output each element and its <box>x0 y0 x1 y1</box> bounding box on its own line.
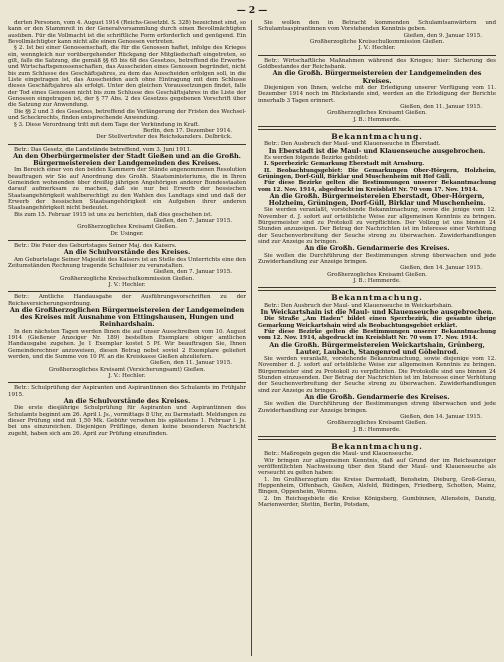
body-paragraph: Sie werden veranlaßt, vorstehende Bekanntmachung, sowie diejenige vom 12. November d. J. sofort auf ortsübliche Weise zur allgemeinen Kenntnis zu bringen. Bürgermeister sind zu Protokoll zu verpflichten. Die Protokolle sind uns binnen 24 Stunden einzusenden. Der Betrag der Nachrichten ist im Interesse einer Verhütung der Seuchenverbreitung der Seuche streng zu überwachen. Zuwiderhandlungen sind zur Anzeige zu bringen. <box>258 356 496 394</box>
bold-paragraph: Die Straße „Am Haden“ bildet einen Sperrbezirk, die gesamte übrige Gemarkung Weickartshain wird als Beobachtungsgebiet erklärt. <box>258 316 496 329</box>
dateline: Gießen, den 9. Januar 1915. <box>403 32 482 39</box>
right-column <box>258 20 496 660</box>
double-rule <box>258 287 496 291</box>
body-paragraph: In den nächsten Tagen werden Ihnen die auf unser Ausschreiben vom 10. August 1914 (Gießener Anzeiger Nr. 189) bestellten Exemplare obiger amtlichen Handausgabe zugehen. Je 1 Exemplar kostet 5 Pf. Wir beauftragen Sie, Ihnen Gemeinderechner anzuweisen, diesen Betrag nebst soviel 2 Exemplare geliefert werden, und die Summe von 10 Pf. an die Kreiskasse Gießen abzuliefern. <box>8 328 246 360</box>
body-paragraph: 2. Im Reichsgebiete die Kreise Königsberg, Gumbinnen, Allenstein, Danzig, Marienwerder, Stettin, Berlin, Potsdam, <box>258 495 496 509</box>
bold-paragraph: Für diese Bezirke gelten die Bestimmungen unserer Bekanntmachung vom 12. Nov. 1914, abgedruckt im Kreisblatt Nr. 70 vom 17. Nov. 1914. <box>258 180 496 193</box>
signature-line: Großherzogliches Kreisamt (Versicherungsamt) Gießen. <box>48 366 206 373</box>
announcement-heading: Bekanntmachung. <box>331 293 423 303</box>
addressee-heading: In Weickartshain ist die Maul- und Klauenseuche ausgebrochen. <box>260 308 494 317</box>
dateline: Gießen, den 14. Januar 1915. <box>400 265 482 272</box>
addressee-heading: An die Großh. Gendarmerie des Kreises. <box>304 393 450 402</box>
body-paragraph: Die §§ 2 und 3 des Gesetzes, betreffend die Verlängerung der Fristen des Wechsel- und Scheckrechts, finden entsprechende Anwendung. <box>8 108 246 122</box>
body-paragraph: 1. Im Großherzogtum die Kreise Darmstadt, Bensheim, Dieburg, Groß-Gerau, Heppenheim, Offenbach, Gießen, Alsfeld, Büdingen, Friedberg, Schotten, Mainz, Bingen, Oppenheim, Worms. <box>258 476 496 496</box>
signature-line: Großherzogliches Kreisamt Gießen. <box>327 271 427 278</box>
body-paragraph: Sie wollen die Durchführung der Bestimmungen streng überwachen und jede Zuwiderhandlung zur Anzeige bringen. <box>258 252 496 265</box>
body-paragraph: Betr.: Den Ausbruch der Maul- und Klauenseuche in Weickartshain. <box>264 302 453 309</box>
addressee-heading: An die Großh. Bürgermeistereien Weickartshain, Grünberg, Lauter, Laubach, Stangenrod und Göbelnrod. <box>269 340 485 356</box>
section-rule <box>258 55 496 56</box>
body-paragraph: Im Bereich einer von den beiden Kammern der Stände angenommenen Resolution beauftragen wir Sie auf Anordnung des Großh. Staatsministeriums, die in Ihren Gemeinden wohnenden über dreißig jährigen Angehörigen anderer Bundesstaaten darauf aufmerksam zu machen, daß sie nur bei Erwerb der hessischen Staatsangehörigkeit wahlberechtigt zu den Wahlen des Landtags sind und daß der Erwerb der hessischen Staatsangehörigkeit ein Aufgeben ihrer anderen Staatsangehörigkeit nicht bedeutet. <box>8 167 246 212</box>
announcement-heading: Bekanntmachung. <box>331 442 423 451</box>
body-paragraph: Betr.: Amtliche Handausgabe der Ausführungsvorschriften zu der Reichsversicherungsordnung. <box>8 294 246 307</box>
body-paragraph: Betr.: Den Ausbruch der Maul- und Klauenseuche in Eberstadt. <box>264 141 441 148</box>
signature-line: Dr. Usinger. <box>110 230 144 237</box>
bold-paragraph: I. Sperrbezirk: Gemarkung Eberstadt mit Arnsburg. <box>264 161 425 168</box>
body-paragraph: Betr.: Wirtschaftliche Maßnahmen während des Krieges; hier: Sicherung des Goldbestandes der Reichsbank. <box>258 57 496 71</box>
addressee-heading: An die Schulvorstände des Kreises. <box>63 248 191 257</box>
signature-line: Großherzogliche Kreisschulkommission Gießen. <box>59 275 195 282</box>
signature-line: J. B.: Hemmerde. <box>353 277 401 284</box>
section-rule <box>8 144 246 145</box>
signature-line: J. B.: Hemmerde. <box>353 116 401 123</box>
double-rule <box>258 436 496 440</box>
signature-line: Großherzogliches Kreisamt Gießen. <box>327 420 427 427</box>
section-rule <box>8 382 246 383</box>
signature-line: Großherzogliches Kreisamt Gießen. <box>327 110 427 117</box>
addressee-heading: An die Großh. Bürgermeistereien der Landgemeinden des Kreises. <box>272 69 482 85</box>
section-rule <box>8 240 246 241</box>
dateline: Berlin, den 17. Dezember 1914. <box>143 127 232 134</box>
body-paragraph: § 2. Ist bei einer Genossenschaft, die für die Genossen haftet, infolge des Krieges ein, wenngleich nur vorübergehender Rückgang der Mitgliedschaft eingetreten, so gilt, falls die Satzung, die gemäß §§ 65 bis 68 des Gesetzes, betreffend die Erwerbs- und Wirtschaftsgenossenschaften, das Ausscheiden eines Genossen begründet, nicht bis zum Schlusse des Geschäftsjahres, zu dem das Ausscheiden erfolgen soll, in die Liste eingetragen ist, das Ausscheiden auch ohne Eintragung mit dem Schlusse dieses Geschäftsjahres als erfolgt. Unter den gleichen Voraussetzungen findet, falls der Tod eines Genossen nicht bis zum Schlusse des Geschäftsjahres in die Liste der Genossen eingetragen ist, der § 77 Abs. 2 des Gesetzes gegebenen Vorschrift über die Satzung zur Anwendung. <box>8 45 246 109</box>
section-rule <box>8 291 246 292</box>
body-paragraph: Die erste diesjährige Schulprüfung für Aspiranten und Aspirantinnen des Schulamts beginnt am 26. April l. Js., vormittags 8 Uhr, zu Darmstadt. Meldungen zu dieser Prüfung sind mit 1,50 Mk. Gebühr versehen bis spätestens 1. Februar l. Js. bei uns einzureichen. Diejenigen Prüflinge, denen keine besonderen Nachricht zugeht, haben sich am 26. April zur Prüfung einzufinden. <box>8 405 246 437</box>
dateline: Gießen, den 14. Januar 1915. <box>400 413 482 420</box>
dateline: Der Stellvertreter des Reichskanzlers. Delbrück. <box>96 134 232 141</box>
body-paragraph: Sie wollen die Durchführung der Bestimmungen streng überwachen und jede Zuwiderhandlung zur Anzeige bringen. <box>258 401 496 414</box>
body-paragraph: Sie wollen den in Betracht kommenden Schulamtsanwärtern und Schulamtsaspirantinnen vom Vorstehenden Kenntnis geben. <box>258 20 496 33</box>
body-paragraph: Am Geburtstage Seiner Majestät des Kaisers ist an Stelle des Unterrichts eine den Zeitumständen Rechnung tragende Schulfeier zu veranstalten. <box>8 256 246 269</box>
addressee-heading: An den Oberbürgermeister der Stadt Gießen und an die Großh. Bürgermeistereien der Landgemeinden des Kreises. <box>13 151 241 168</box>
double-rule <box>258 126 496 130</box>
addressee-heading: An die Großh. Gendarmerie des Kreises. <box>304 244 450 253</box>
body-paragraph: Sie werden veranlaßt, vorstehende Bekanntmachung, sowie die jenige vom 12. November d. J. sofort auf ortsübliche Weise zur allgemeinen Kenntnis zu bringen. Bürgermeister sind zu Protokoll zu verpflichten. Der Vollzug ist uns binnen 24 Stunden anzuzeigen. Der Betrag der Nachrichten ist im Interesse einer Verhütung der Seuchenverbreitung der Seuche streng zu überwachen. Zuwiderhandlungen sind zur Anzeige zu bringen. <box>258 207 496 246</box>
bold-paragraph: II. Beobachtungsgebiet: Die Gemarkungen Ober-Hörgern, Holzheim, Grüningen, Dorf-Güll, Birklar und Muschenheim mit Hof Güll. <box>258 167 496 180</box>
dateline: Gießen, den 11. Januar 1915. <box>400 103 482 110</box>
body-paragraph: derten Personen, vom 4. August 1914 (Reichs-Gesetzbl. S. 328) bezeichnet sind, so kann er den Stammreit in der Generalvorsammlung durch einen Bevollmächtigten ausüben. Für die Vollmacht ist die schriftliche Form erforderlich und genügend. Ein Bevollmächtigter kann nicht alle einen Genossen vertreten. <box>8 20 246 46</box>
signature-line: J. B.: Hemmerde. <box>353 426 401 433</box>
body-paragraph: Betr.: Das Gesetz, die Landstände betreffend, vom 3. Juni 1911. <box>14 146 192 153</box>
body-paragraph: Betr.: Schulprüfung der Aspiranten und Aspirantinnen des Schulamts im Frühjahr 1915. <box>8 385 246 398</box>
dateline: Gießen, den 7. Januar 1915. <box>153 269 232 276</box>
body-paragraph: Diejenigen von Ihnen, welche mit der Erledigung unserer Verfügung vom 11. Dezember 1914 noch im Rückstande sind, werden an die Erledigung der Berichte innerhalb 3 Tagen erinnert. <box>258 84 496 104</box>
announcement-heading: Bekanntmachung. <box>331 131 423 141</box>
addressee-heading: In Eberstadt ist die Maul- und Klauenseuche ausgebrochen. <box>268 146 486 155</box>
signature-line: J. V.: Hechler. <box>108 281 146 288</box>
addressee-heading: An die Schulvorstände des Kreises. <box>63 397 191 406</box>
dateline: Gießen, den 7. Januar 1915. <box>153 218 232 225</box>
column-divider <box>251 20 252 656</box>
body-paragraph: Wir bringen zur allgemeinen Kenntnis, daß auf Grund der im Reichsanzeiger veröffentlichten Nachweisung über den Stand der Maul- und Klauenseuche als verseucht zu gelten haben: <box>258 457 496 477</box>
body-paragraph: Betr.: Maßregeln gegen die Maul- und Klauenseuche. <box>264 451 414 458</box>
signature-line: J. V.: Hechler. <box>358 45 396 52</box>
body-paragraph: § 3. Diese Verordnung tritt mit dem Tage der Verkündung in Kraft. <box>14 121 200 128</box>
addressee-heading: An die Großh. Bürgermeistereien Eberstadt, Ober-Hörgern, Holzheim, Grüningen, Dorf-Güll, Birklar und Muschenheim. <box>268 191 486 208</box>
signature-line: J. V.: Hechler. <box>108 373 146 380</box>
page-number: — 2 — <box>236 6 268 16</box>
body-paragraph: Betr.: Die Feier des Geburtstages Seiner Maj. des Kaisers. <box>14 243 177 250</box>
body-paragraph: Es werden folgende Bezirke gebildet: <box>264 154 369 161</box>
signature-line: Großherzogliches Kreisamt Gießen. <box>77 224 177 231</box>
left-column <box>8 20 246 660</box>
body-paragraph: Bis zum 15. Februar 1915 ist uns zu berichten, daß dies geschehen ist. <box>14 211 213 218</box>
signature-line: Großherzogliche Kreisschulkommission Gießen. <box>309 39 445 46</box>
bold-paragraph: Für diese Bezirke gelten die Bestimmungen unserer Bekanntmachung vom 12. Nov. 1914, abgedruckt im Kreisblatt Nr. 70 vom 17. Nov. 1914. <box>258 328 496 342</box>
addressee-heading: An die Großherzoglichen Bürgermeistereien der Landgemeinden des Kreises mit Ausnahme von Ettingshausen, Hungen und Reinhardshain. <box>9 306 245 329</box>
dateline: Gießen, den 11. Januar 1915. <box>150 360 232 367</box>
